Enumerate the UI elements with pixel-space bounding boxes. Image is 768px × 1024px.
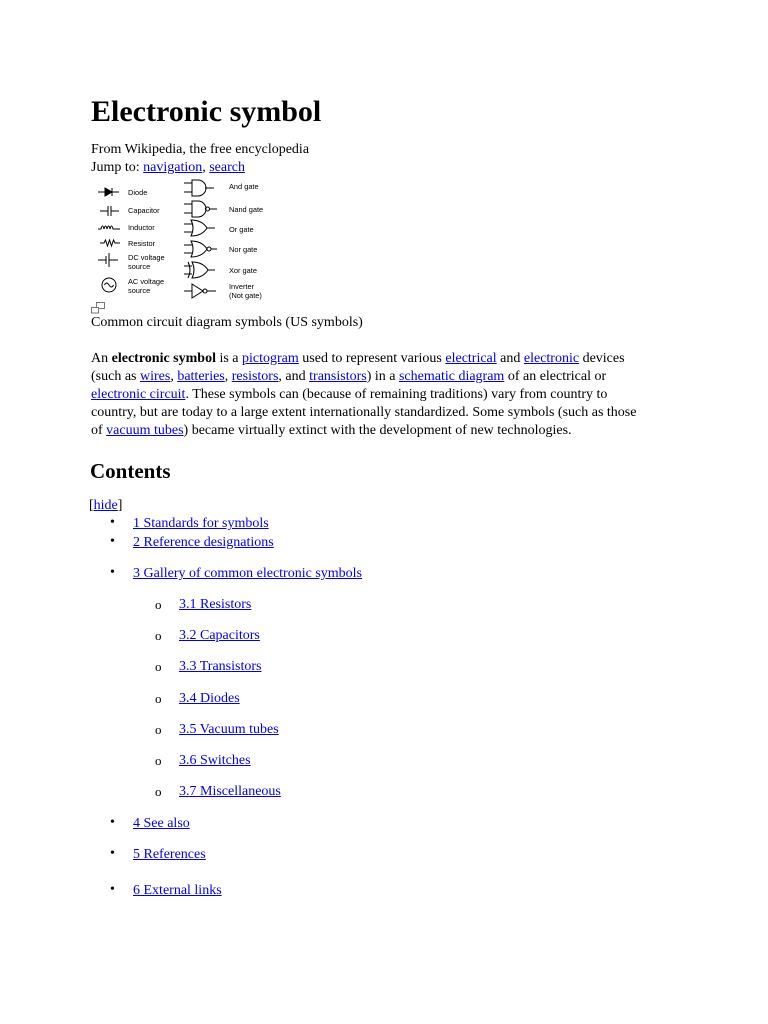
jump-to-line (91, 159, 245, 176)
contents-heading: Contents (90, 459, 171, 483)
circuit-symbols-image[interactable] (92, 179, 282, 305)
xor-gate-symbol (184, 262, 215, 278)
inductor-symbol (98, 226, 120, 229)
toc-subitem-vacuum-tubes[interactable]: 3.5 Vacuum tubes (179, 722, 279, 737)
schematic-diagram-link[interactable]: schematic diagram (398, 369, 505, 384)
bullet-icon: • (110, 515, 115, 530)
toc-item-references[interactable]: 5 References (133, 847, 206, 862)
not-gate-label: (Not gate) (229, 291, 262, 300)
intro-text: of an electrical or (504, 369, 607, 384)
resistor-label: Resistor (128, 239, 156, 248)
inverter-label: Inverter (229, 282, 255, 291)
intro-text: An (91, 351, 112, 366)
sub-bullet-icon: o (155, 597, 162, 612)
intro-text: ) became virtually extinct with the development of new technologies. (183, 423, 572, 438)
intro-text: , (224, 369, 232, 384)
toc-item-gallery[interactable]: 3 Gallery of common electronic symbols (133, 566, 362, 581)
ac-source-symbol (102, 278, 116, 292)
dc-source-label: DC voltage (128, 253, 165, 262)
enlarge-icon[interactable] (91, 302, 105, 314)
toc-item-standards[interactable]: 1 Standards for symbols (133, 516, 269, 531)
vacuum-tubes-link[interactable]: vacuum tubes (106, 423, 184, 438)
sub-bullet-icon: o (155, 784, 162, 799)
jump-search-link[interactable]: search (209, 160, 245, 175)
toc-item-external-links[interactable]: 6 External links (133, 883, 222, 898)
nor-gate-label: Nor gate (229, 245, 258, 254)
or-gate-symbol (184, 220, 215, 236)
toc-subitem-resistors[interactable]: 3.1 Resistors (179, 597, 252, 612)
capacitor-symbol (100, 206, 119, 216)
xor-gate-label: Xor gate (229, 266, 257, 275)
intro-bold-term: electronic symbol (111, 351, 216, 366)
sub-bullet-icon: o (155, 691, 162, 706)
toc-subitem-transistors[interactable]: 3.3 Transistors (179, 659, 262, 674)
toc-toggle (89, 497, 122, 514)
figure-caption: Common circuit diagram symbols (US symbols) (91, 315, 363, 330)
sub-bullet-icon: o (155, 722, 162, 737)
toc-item-see-also[interactable]: 4 See also (133, 816, 190, 831)
bullet-icon: • (110, 882, 115, 897)
capacitor-label: Capacitor (128, 206, 160, 215)
or-gate-label: Or gate (229, 225, 254, 234)
dc-source-symbol (98, 253, 118, 267)
and-gate-label: And gate (229, 182, 259, 191)
bullet-icon: • (110, 565, 115, 580)
sub-bullet-icon: o (155, 628, 162, 643)
inductor-label: Inductor (128, 223, 155, 232)
intro-text: . These symbols can (because of remaining traditions) vary from country to country, but are today to a large extent internationally standardized. Some symbols (such as those of (91, 387, 637, 438)
toc-hide-link[interactable]: hide (93, 498, 118, 513)
intro-text: used to represent various (298, 351, 446, 366)
nand-gate-symbol (184, 201, 217, 217)
sub-bullet-icon: o (155, 753, 162, 768)
bullet-icon: • (110, 815, 115, 830)
intro-text: , (170, 369, 178, 384)
nand-gate-label: Nand gate (229, 205, 264, 214)
toc-subitem-capacitors[interactable]: 3.2 Capacitors (179, 628, 260, 643)
toc-bracket-close: ] (117, 498, 123, 513)
pictogram-link[interactable]: pictogram (242, 351, 299, 366)
jump-navigation-link[interactable]: navigation (143, 160, 203, 175)
ac-source-label: AC voltage (128, 277, 165, 286)
intro-text: is a (215, 351, 243, 366)
ac-source-label-2: source (128, 286, 151, 295)
toc-subitem-switches[interactable]: 3.6 Switches (179, 753, 251, 768)
intro-text: , and (278, 369, 310, 384)
intro-text: ) in a (366, 369, 399, 384)
intro-text: devices (such as (91, 351, 625, 384)
jump-separator: , (202, 160, 210, 175)
diode-label: Diode (128, 188, 148, 197)
toc-item-reference-designations[interactable]: 2 Reference designations (133, 535, 274, 550)
page-title: Electronic symbol (91, 95, 322, 128)
intro-paragraph (91, 350, 651, 440)
electrical-link[interactable]: electrical (445, 351, 497, 366)
nor-gate-symbol (184, 241, 217, 257)
wires-link[interactable]: wires (140, 369, 171, 384)
jump-to-label: Jump to: (91, 160, 144, 175)
and-gate-symbol (184, 180, 214, 196)
toc-subitem-miscellaneous[interactable]: 3.7 Miscellaneous (179, 784, 281, 799)
toc-subitem-diodes[interactable]: 3.4 Diodes (179, 691, 240, 706)
inverter-symbol (184, 284, 216, 298)
resistor-symbol (100, 240, 120, 246)
intro-text: and (496, 351, 524, 366)
resistors-link[interactable]: resistors (231, 369, 279, 384)
dc-source-label-2: source (128, 262, 151, 271)
diode-symbol (98, 188, 119, 196)
transistors-link[interactable]: transistors (309, 369, 367, 384)
batteries-link[interactable]: batteries (177, 369, 225, 384)
bullet-icon: • (110, 846, 115, 861)
toc-bracket-open: [ (89, 498, 94, 513)
sub-bullet-icon: o (155, 659, 162, 674)
site-subtitle: From Wikipedia, the free encyclopedia (91, 142, 310, 157)
electronic-link[interactable]: electronic (523, 351, 580, 366)
electronic-circuit-link[interactable]: electronic circuit (91, 387, 186, 402)
bullet-icon: • (110, 534, 115, 549)
